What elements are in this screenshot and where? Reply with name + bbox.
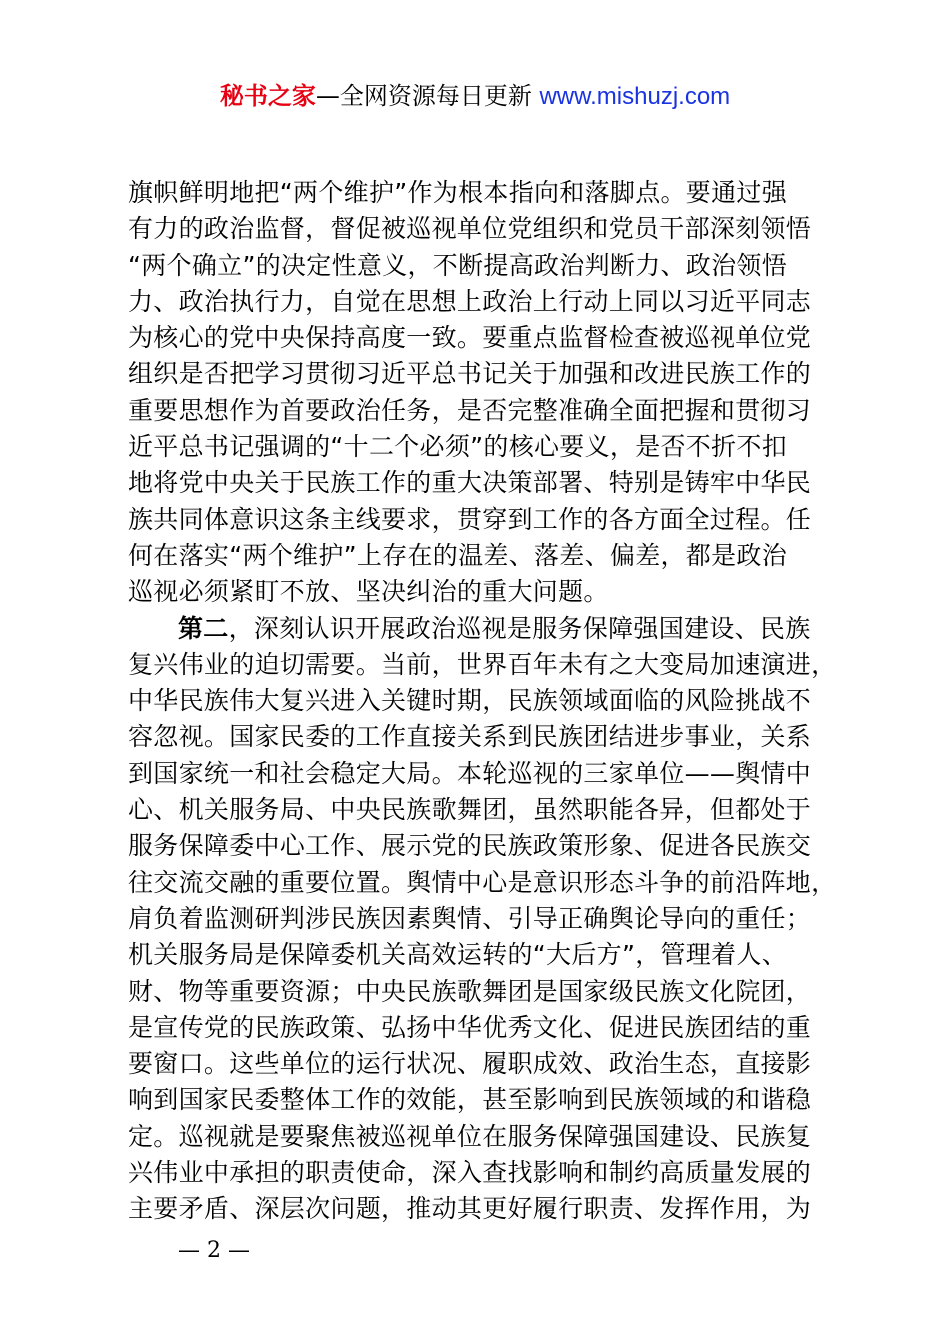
header-tagline: —全网资源每日更新	[315, 82, 540, 110]
text-line: 到国家统一和社会稳定大局。本轮巡视的三家单位——舆情中	[128, 758, 812, 788]
paragraph-lead-bold: 第二	[178, 613, 229, 643]
text-line: 组织是否把学习贯彻习近平总书记关于加强和改进民族工作的	[128, 359, 812, 389]
text-line: 心、机关服务局、中央民族歌舞团，虽然职能各异，但都处于	[128, 795, 812, 825]
text-line: 主要矛盾、深层次问题，推动其更好履行职责、发挥作用，为	[128, 1194, 812, 1224]
site-url-link[interactable]: www.mishuzj.com	[539, 83, 731, 110]
text-line: 巡视必须紧盯不放、坚决纠治的重大问题。	[128, 577, 609, 607]
text-line: 是宣传党的民族政策、弘扬中华优秀文化、促进民族团结的重	[128, 1012, 812, 1042]
site-header	[0, 78, 950, 115]
text-line: 族共同体意识这条主线要求，贯穿到工作的各方面全过程。任	[128, 504, 812, 534]
text-line: 机关服务局是保障委机关高效运转的“大后方”，管理着人、	[128, 940, 788, 970]
text-line: 近平总书记强调的“十二个必须”的核心要义，是否不折不扣	[128, 432, 788, 462]
brand-name: 秘书之家	[219, 82, 316, 110]
text-line: 容忽视。国家民委的工作直接关系到民族团结进步事业，关系	[128, 722, 812, 752]
text-line: 要窗口。这些单位的运行状况、履职成效、政治生态，直接影	[128, 1049, 812, 1079]
paragraph-two-first-line-text: ，深刻认识开展政治巡视是服务保障强国建设、民族	[228, 613, 811, 643]
text-line: 中华民族伟大复兴进入关键时期，民族领域面临的风险挑战不	[128, 686, 812, 716]
paragraph-two-first-line	[128, 611, 838, 647]
text-line: 肩负着监测研判涉民族因素舆情、引导正确舆论导向的重任；	[128, 903, 812, 933]
text-line: 旗帜鲜明地把“两个维护”作为根本指向和落脚点。要通过强	[128, 178, 788, 207]
document-body	[128, 175, 838, 1228]
text-line: 响到国家民委整体工作的效能，甚至影响到民族领域的和谐稳	[128, 1085, 812, 1115]
text-line: 服务保障委中心工作、展示党的民族政策形象、促进各民族交	[128, 831, 812, 861]
text-line: “两个确立”的决定性意义，不断提高政治判断力、政治领悟	[128, 250, 788, 280]
text-line: 复兴伟业的迫切需要。当前，世界百年未有之大变局加速演进，	[128, 649, 837, 679]
text-line: 定。巡视就是要聚焦被巡视单位在服务保障强国建设、民族复	[128, 1121, 812, 1151]
text-line: 力、政治执行力，自觉在思想上政治上行动上同以习近平同志	[128, 286, 812, 316]
text-line: 财、物等重要资源；中央民族歌舞团是国家级民族文化院团，	[128, 976, 812, 1006]
text-line: 地将党中央关于民族工作的重大决策部署、特别是铸牢中华民	[128, 468, 812, 498]
text-line: 有力的政治监督，督促被巡视单位党组织和党员干部深刻领悟	[128, 214, 812, 244]
text-line: 重要思想作为首要政治任务，是否完整准确全面把握和贯彻习	[128, 395, 812, 425]
text-line: 兴伟业中承担的职责使命，深入查找影响和制约高质量发展的	[128, 1158, 812, 1188]
page-number: — 2 —	[178, 1238, 250, 1263]
text-line: 为核心的党中央保持高度一致。要重点监督检查被巡视单位党	[128, 323, 812, 353]
text-line: 何在落实“两个维护”上存在的温差、落差、偏差，都是政治	[128, 540, 788, 570]
text-line: 往交流交融的重要位置。舆情中心是意识形态斗争的前沿阵地，	[128, 867, 837, 897]
